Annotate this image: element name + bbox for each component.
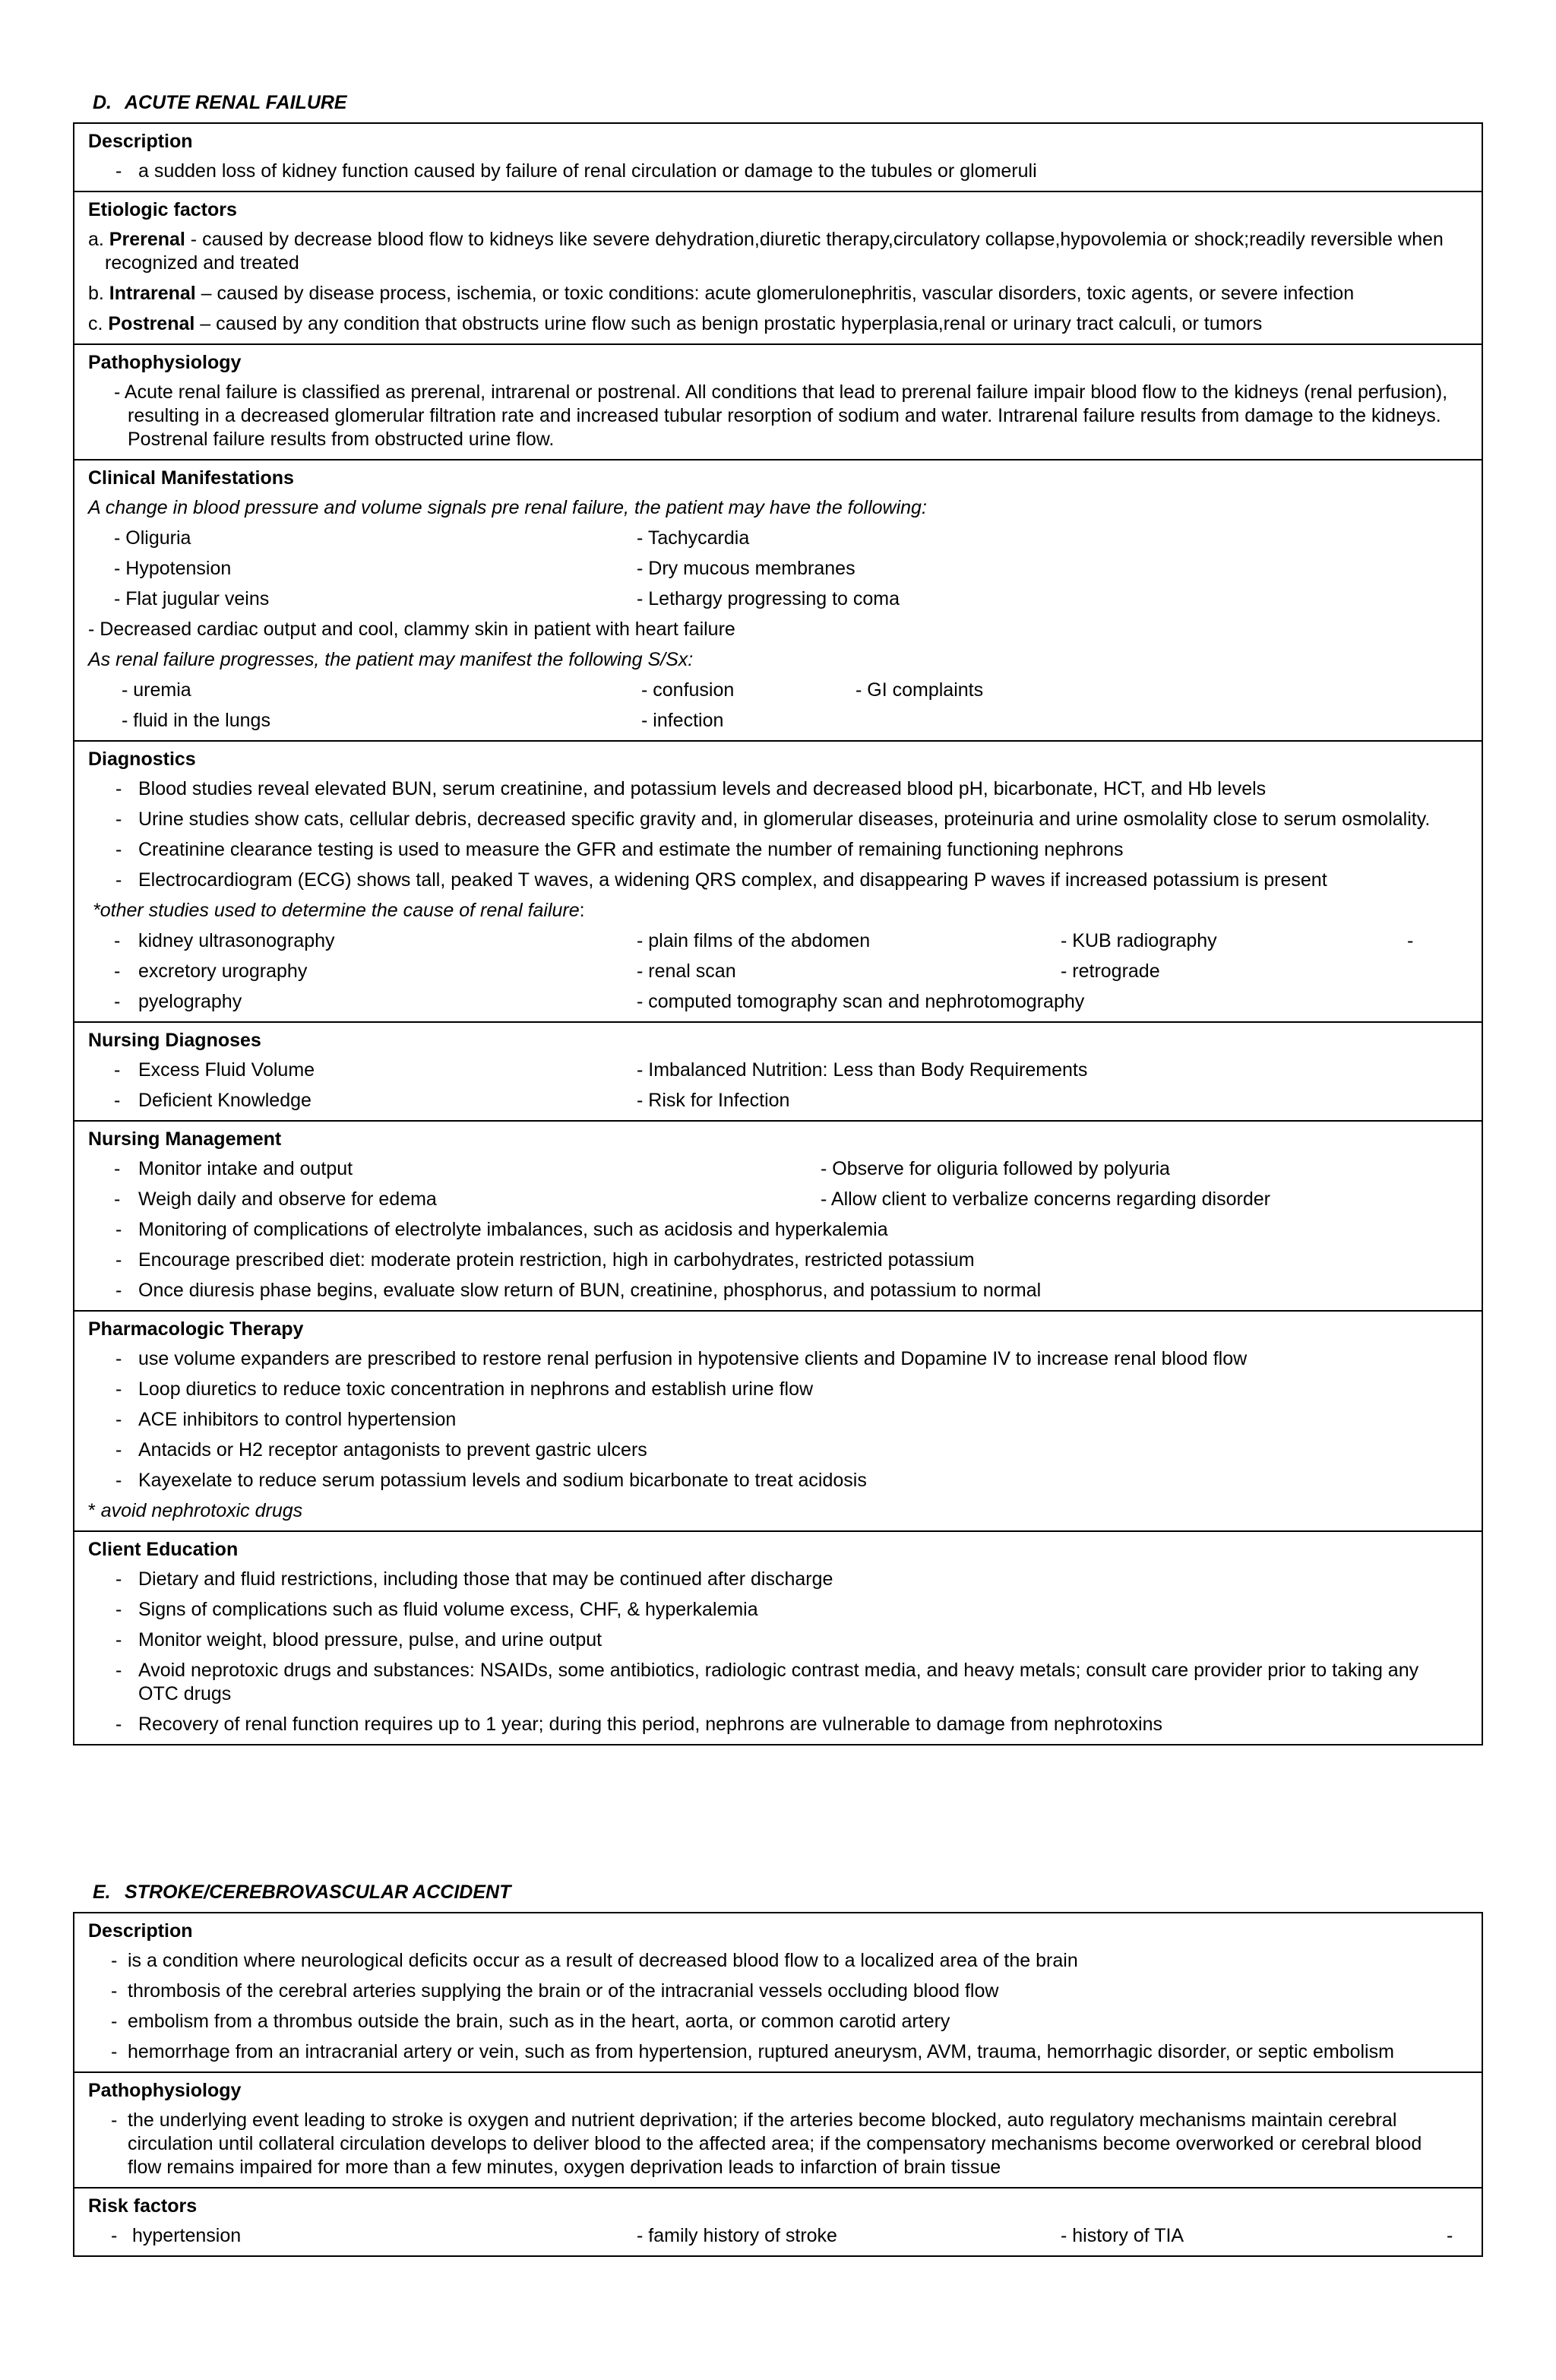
note-text: avoid nephrotoxic drugs xyxy=(100,1500,303,1521)
list-item: - embolism from a thrombus outside the brain, such as in the heart, aorta, or common carotid artery xyxy=(88,2010,1468,2033)
list-item: - family history of stroke xyxy=(637,2225,837,2246)
list-item: - Antacids or H2 receptor antagonists to prevent gastric ulcers xyxy=(88,1438,1468,1462)
clinical-intro-2: As renal failure progresses, the patient may manifest the following S/Sx: xyxy=(88,649,694,670)
term-text: - caused by decrease blood flow to kidneys like severe dehydration,diuretic therapy,circulatory collapse,hypovolemia or shock;readily reversible when recognized and treated xyxy=(105,229,1444,274)
list-item: excretory urography xyxy=(138,961,308,982)
list-item: - Creatinine clearance testing is used to measure the GFR and estimate the number of remaining functioning nephrons xyxy=(88,838,1468,862)
section-title: Clinical Manifestations xyxy=(88,467,294,489)
list-item: - is a condition where neurological deficits occur as a result of decreased blood flow to a localized area of the brain xyxy=(88,1949,1468,1973)
list-dash: - xyxy=(114,1090,121,1111)
other-studies-label: *other studies used to determine the cause of renal failure xyxy=(93,900,580,921)
clinical-intro: A change in blood pressure and volume signals pre renal failure, the patient may have the following: xyxy=(88,497,927,518)
clinical-cardiac: - Decreased cardiac output and cool, clammy skin in patient with heart failure xyxy=(88,619,735,640)
list-item: - xyxy=(1447,2225,1453,2246)
list-item: - computed tomography scan and nephrotomography xyxy=(637,991,1085,1012)
section-title: Etiologic factors xyxy=(88,199,237,220)
list-item: - uremia xyxy=(122,679,191,701)
etiology-postrenal xyxy=(88,312,1468,336)
list-item: - hemorrhage from an intracranial artery or vein, such as from hypertension, ruptured aneurysm, AVM, trauma, hemorrhagic disorder, or septic embolism xyxy=(88,2040,1468,2064)
studies-row xyxy=(88,960,1468,983)
list-item: - Kayexelate to reduce serum potassium levels and sodium bicarbonate to treat acidosis xyxy=(88,1469,1468,1492)
section-title: Diagnostics xyxy=(88,748,196,770)
term: Prerenal xyxy=(109,229,185,250)
clinical-row xyxy=(88,679,1468,702)
arf-pharmacologic-section xyxy=(74,1310,1482,1530)
list-item: - renal scan xyxy=(637,961,736,982)
term-text: – caused by disease process, ischemia, or toxic conditions: acute glomerulonephritis, vascular disorders, toxic agents, or severe infection xyxy=(195,283,1355,304)
stroke-risk-factors-section xyxy=(74,2187,1482,2255)
arf-diagnostics-section xyxy=(74,740,1482,1021)
list-dash: - xyxy=(114,991,121,1012)
section-title: Description xyxy=(88,131,193,152)
list-item: - xyxy=(1407,930,1414,951)
paragraph: - Acute renal failure is classified as prerenal, intrarenal or postrenal. All conditions that lead to prerenal failure impair blood flow to the kidneys (renal perfusion), resulting in a decreased glomerular filtration rate and increased tubular resorption of sodium and water. Intrarenal failure results from damage to the kidneys. Postrenal failure results from obstructed urine flow. xyxy=(114,381,1448,450)
list-item: - Dietary and fluid restrictions, including those that may be continued after discharge xyxy=(88,1568,1468,1591)
arf-client-education-section xyxy=(74,1530,1482,1744)
list-item: - plain films of the abdomen xyxy=(637,930,871,951)
section-title: Client Education xyxy=(88,1539,239,1560)
diagnosis-row xyxy=(88,1059,1468,1082)
list-dash: - xyxy=(111,2225,118,2246)
list-item: - Avoid neprotoxic drugs and substances: NSAIDs, some antibiotics, radiologic contrast media, and heavy metals; consult care provider prior to taking any OTC drugs xyxy=(88,1659,1468,1706)
list-item: - Encourage prescribed diet: moderate protein restriction, high in carbohydrates, restricted potassium xyxy=(88,1249,1468,1272)
list-item: - ACE inhibitors to control hypertension xyxy=(88,1408,1468,1432)
list-item: Excess Fluid Volume xyxy=(138,1059,315,1081)
section-e-label: E. xyxy=(93,1882,111,1903)
arf-nursing-management-section xyxy=(74,1120,1482,1310)
list-dash: - xyxy=(114,1188,121,1210)
list-item: - Lethargy progressing to coma xyxy=(637,588,900,609)
stroke-table xyxy=(73,1912,1483,2257)
list-item: - Blood studies reveal elevated BUN, serum creatinine, and potassium levels and decreased blood pH, bicarbonate, HCT, and Hb levels xyxy=(88,777,1468,801)
list-dash: - xyxy=(114,961,121,982)
list-item: - Dry mucous membranes xyxy=(637,558,855,579)
list-dash: - xyxy=(114,1158,121,1179)
list-item: - Urine studies show cats, cellular debris, decreased specific gravity and, in glomerular diseases, proteinuria and urine osmolality close to serum osmolality. xyxy=(88,808,1468,831)
etiology-prerenal xyxy=(88,228,1468,275)
etiology-intrarenal xyxy=(88,282,1468,305)
list-dash: - xyxy=(114,930,121,951)
term: Postrenal xyxy=(108,313,195,334)
note-star: * xyxy=(88,1500,101,1521)
arf-pathophysiology-section xyxy=(74,343,1482,459)
list-item: - Tachycardia xyxy=(637,527,750,549)
list-item: - Electrocardiogram (ECG) shows tall, peaked T waves, a widening QRS complex, and disappearing P waves if increased potassium is present xyxy=(88,869,1468,892)
section-e-title: STROKE/CEREBROVASCULAR ACCIDENT xyxy=(125,1882,511,1903)
term: Intrarenal xyxy=(109,283,196,304)
section-title: Pharmacologic Therapy xyxy=(88,1318,304,1340)
section-title: Nursing Management xyxy=(88,1128,282,1150)
list-item: - Flat jugular veins xyxy=(114,588,270,609)
list-item: - KUB radiography xyxy=(1061,930,1217,951)
list-item: - use volume expanders are prescribed to restore renal perfusion in hypotensive clients and Dopamine IV to increase renal blood flow xyxy=(88,1347,1468,1371)
list-prefix: b. xyxy=(88,283,109,304)
list-item: - the underlying event leading to stroke is oxygen and nutrient deprivation; if the arteries become blocked, auto regulatory mechanisms maintain cerebral circulation until collateral circulation develops to deliver blood to the affected area; if the compensatory mechanisms become overworked or cerebral blood flow remains impaired for more than a few minutes, oxygen deprivation leads to infarction of brain tissue xyxy=(88,2109,1468,2179)
list-item: - Loop diuretics to reduce toxic concentration in nephrons and establish urine flow xyxy=(88,1378,1468,1401)
list-item: - Recovery of renal function requires up to 1 year; during this period, nephrons are vulnerable to damage from nephrotoxins xyxy=(88,1713,1468,1736)
list-item: - Monitor weight, blood pressure, pulse, and urine output xyxy=(88,1628,1468,1652)
arf-etiology-section xyxy=(74,191,1482,343)
section-title: Pathophysiology xyxy=(88,2080,242,2101)
section-d-heading xyxy=(93,91,347,115)
list-item: - Oliguria xyxy=(114,527,191,549)
clinical-row xyxy=(88,527,1468,550)
list-item: - a sudden loss of kidney function caused by failure of renal circulation or damage to the tubules or glomeruli xyxy=(88,160,1468,183)
clinical-row xyxy=(88,709,1468,733)
pharma-note xyxy=(88,1499,1468,1523)
list-item: - infection xyxy=(641,710,724,731)
acute-renal-failure-table xyxy=(73,122,1483,1745)
other-studies-note xyxy=(88,899,1468,923)
list-item: Weigh daily and observe for edema xyxy=(138,1188,437,1210)
section-d-label: D. xyxy=(93,92,112,113)
section-title: Description xyxy=(88,1920,193,1942)
list-item: - thrombosis of the cerebral arteries supplying the brain or of the intracranial vessels occluding blood flow xyxy=(88,1980,1468,2003)
list-item: Deficient Knowledge xyxy=(138,1090,312,1111)
clinical-row xyxy=(88,557,1468,581)
section-title: Pathophysiology xyxy=(88,352,242,373)
section-e-heading xyxy=(93,1881,511,1904)
list-item: kidney ultrasonography xyxy=(138,930,335,951)
list-item: - retrograde xyxy=(1061,961,1160,982)
management-row xyxy=(88,1157,1468,1181)
management-row xyxy=(88,1188,1468,1211)
other-studies-colon: : xyxy=(579,900,585,921)
arf-clinical-section xyxy=(74,459,1482,740)
list-item: - Observe for oliguria followed by polyuria xyxy=(821,1158,1170,1179)
diagnosis-row xyxy=(88,1089,1468,1112)
list-dash: - xyxy=(114,1059,121,1081)
list-item: - Allow client to verbalize concerns regarding disorder xyxy=(821,1188,1270,1210)
list-item: hypertension xyxy=(132,2225,242,2246)
list-prefix: c. xyxy=(88,313,109,334)
section-title: Nursing Diagnoses xyxy=(88,1030,261,1051)
list-item: - Hypotension xyxy=(114,558,232,579)
list-prefix: a. xyxy=(88,229,109,250)
stroke-pathophysiology-section xyxy=(74,2071,1482,2187)
stroke-description-section xyxy=(74,1913,1482,2071)
list-item: - Risk for Infection xyxy=(637,1090,790,1111)
list-item: - GI complaints xyxy=(855,679,984,701)
term-text: – caused by any condition that obstructs urine flow such as benign prostatic hyperplasia,renal or urinary tract calculi, or tumors xyxy=(194,313,1263,334)
arf-description-section xyxy=(74,124,1482,191)
list-item: - history of TIA xyxy=(1061,2225,1184,2246)
list-item: - Monitoring of complications of electrolyte imbalances, such as acidosis and hyperkalemia xyxy=(88,1218,1468,1242)
section-d-title: ACUTE RENAL FAILURE xyxy=(125,92,347,113)
list-item: pyelography xyxy=(138,991,242,1012)
risk-row xyxy=(88,2224,1468,2248)
studies-row xyxy=(88,929,1468,953)
list-item: - fluid in the lungs xyxy=(122,710,270,731)
list-item: - Once diuresis phase begins, evaluate slow return of BUN, creatinine, phosphorus, and potassium to normal xyxy=(88,1279,1468,1302)
list-item: Monitor intake and output xyxy=(138,1158,353,1179)
arf-nursing-diagnoses-section xyxy=(74,1021,1482,1120)
clinical-row xyxy=(88,587,1468,611)
list-item: - Signs of complications such as fluid volume excess, CHF, & hyperkalemia xyxy=(88,1598,1468,1622)
section-title: Risk factors xyxy=(88,2195,198,2217)
list-item: - confusion xyxy=(641,679,735,701)
list-item: - Imbalanced Nutrition: Less than Body Requirements xyxy=(637,1059,1088,1081)
studies-row xyxy=(88,990,1468,1014)
